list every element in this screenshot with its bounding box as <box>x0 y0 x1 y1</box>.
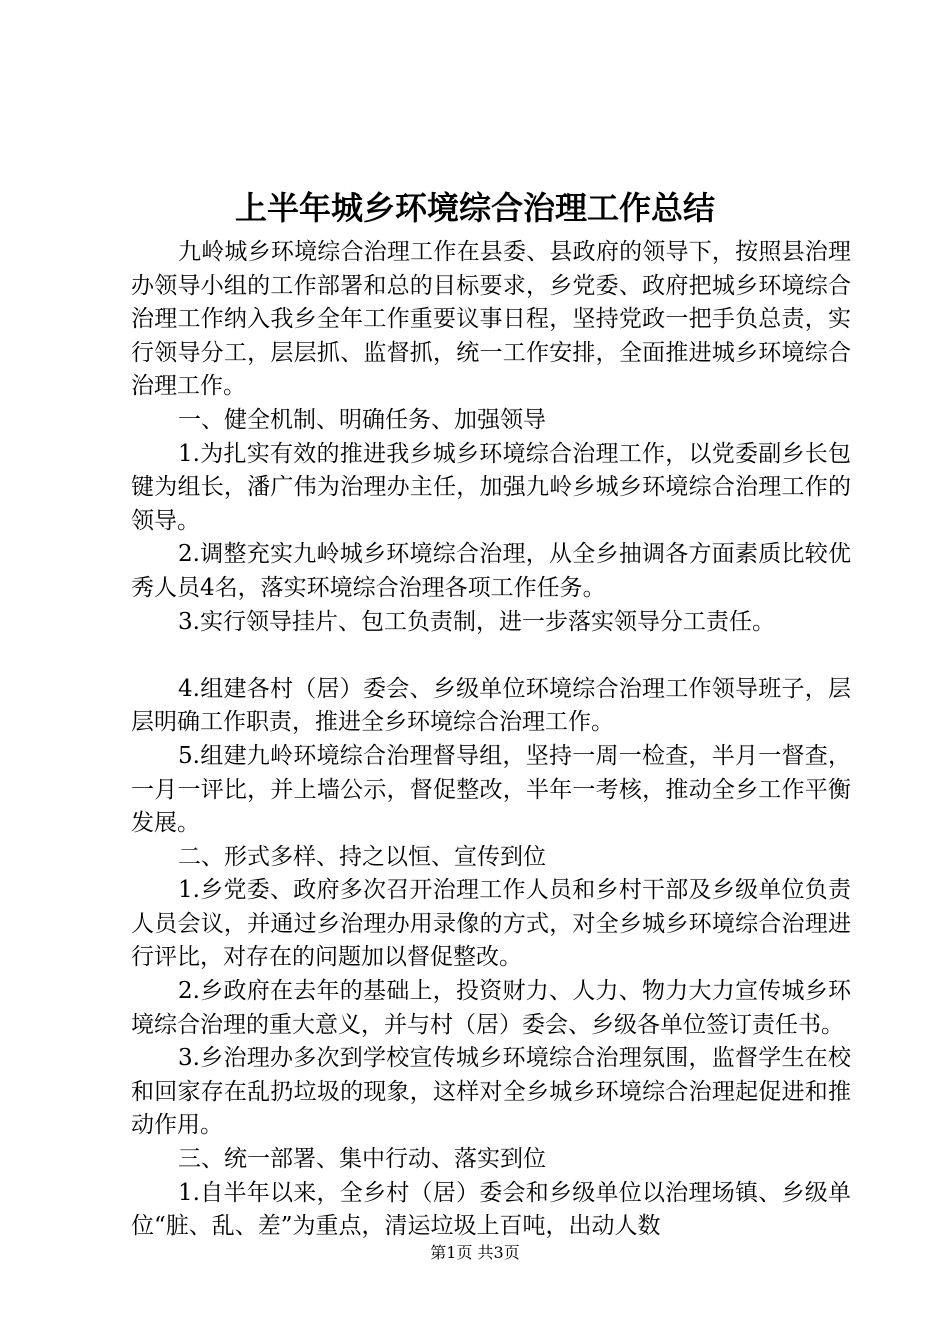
paragraph: 5.组建九岭环境综合治理督导组，坚持一周一检查，半月一督查，一月一评比，并上墙公示，督促整改，半年一考核，推动全乡工作平衡发展。 <box>131 742 851 837</box>
paragraph: 2.调整充实九岭城乡环境综合治理，从全乡抽调各方面素质比较优秀人员4名，落实环境综合治理各项工作任务。 <box>131 541 851 601</box>
paragraph: 2.乡政府在去年的基础上，投资财力、人力、物力大力宣传城乡环境综合治理的重大意义，并与村（居）委会、乡级各单位签订责任书。 <box>131 978 851 1038</box>
paragraph: 1.为扎实有效的推进我乡城乡环境综合治理工作，以党委副乡长包键为组长，潘广伟为治理办主任，加强九岭乡城乡环境综合治理工作的领导。 <box>131 440 851 534</box>
paragraph: 4.组建各村（居）委会、乡级单位环境综合治理工作领导班子，层层明确工作职责，推进全乡环境综合治理工作。 <box>131 675 851 736</box>
page-number-footer: 第1页 共3页 <box>430 1243 520 1262</box>
document-body <box>131 236 851 1244</box>
paragraph: 3.乡治理办多次到学校宣传城乡环境综合治理氛围，监督学生在校和回家存在乱扔垃圾的现象，这样对全乡城乡环境综合治理起促进和推动作用。 <box>131 1045 851 1139</box>
paragraph-intro: 九岭城乡环境综合治理工作在县委、县政府的领导下，按照县治理办领导小组的工作部署和总的目标要求，乡党委、政府把城乡环境综合治理工作纳入我乡全年工作重要议事日程，坚持党政一把手负总责，实行领导分工，层层抓、监督抓，统一工作安排，全面推进城乡环境综合治理工作。 <box>131 239 851 400</box>
paragraph: 1.乡党委、政府多次召开治理工作人员和乡村干部及乡级单位负责人员会议，并通过乡治理办用录像的方式，对全乡城乡环境综合治理进行评比，对存在的问题加以督促整改。 <box>131 877 851 971</box>
blank-line <box>131 639 851 673</box>
document-title: 上半年城乡环境综合治理工作总结 <box>234 189 715 227</box>
paragraph: 3.实行领导挂片、包工负责制，进一步落实领导分工责任。 <box>178 608 775 635</box>
paragraph: 1.自半年以来，全乡村（居）委会和乡级单位以治理场镇、乡级单位“脏、乱、差”为重点，清运垃圾上百吨，出动人数 <box>131 1179 851 1240</box>
section-heading-3: 三、统一部署、集中行动、落实到位 <box>178 1146 546 1173</box>
section-heading-1: 一、健全机制、明确任务、加强领导 <box>178 406 546 433</box>
section-heading-2: 二、形式多样、持之以恒、宣传到位 <box>178 843 546 870</box>
